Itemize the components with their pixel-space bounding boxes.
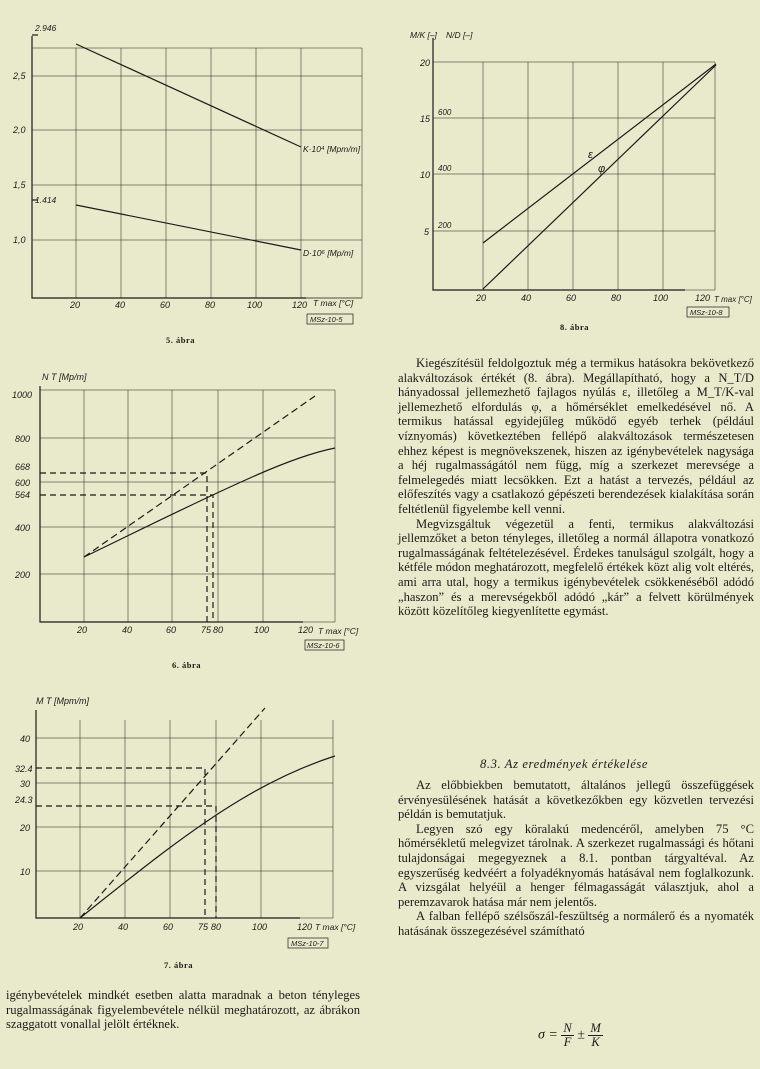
paragraph: Az előbbiekben bemutatott, általános jellegű összefüggések érvényesülésének hatását a következőkben egy közvetlen tervezési példán is bemutatjuk.: [398, 778, 754, 822]
right-column-text-2: [398, 778, 754, 939]
left-column-text: igénybevételek mindkét esetben alatta maradnak a beton tényleges rugalmasságának figyelembevétele nélkül meghatározott, az ábrákon szaggatott vonallal jelölt értéknek.: [6, 988, 360, 1032]
fig7-ref: MSz-10-7: [291, 939, 324, 948]
fig6-xtick: 120: [298, 625, 314, 635]
fig7-xtick: 100: [252, 922, 268, 932]
formula-numerator: N: [563, 1021, 572, 1035]
fig8-line-phi: [483, 65, 716, 289]
fig8-series-epsilon-label: ε: [588, 149, 593, 161]
fig5-ytick: 2,0: [13, 125, 26, 135]
formula-lhs: σ =: [538, 1027, 558, 1043]
paragraph: Legyen szó egy köralakú medencéről, amelyben 75 °C hőmérsékletű melegvizet tárolnak. A szerkezet rugalmassági és hőtani tulajdonságai megegyeznek a 8.1. pontban tárgyaltéval. Az egyszerűség kedvéért a folyadéknyomás hatásával nem foglalkozunk. A vizsgálat helyéül a henger félmagasságát választjuk, ahol a peremzavarok hatása már nem jelentős.: [398, 821, 754, 909]
fig7-solid-curve: [80, 756, 335, 918]
fig5-xtick: 80: [205, 300, 216, 310]
stress-formula: [538, 1022, 603, 1049]
fig8-xtick: 80: [611, 293, 622, 303]
figure-5-chart: [0, 0, 380, 330]
fig8-ref: MSz-10-8: [690, 308, 723, 317]
fig6-ytick: 800: [15, 434, 31, 444]
figure-8-chart: [380, 0, 760, 330]
fig7-ytick: 20: [20, 823, 31, 833]
fig7-xtick: 40: [118, 922, 129, 932]
fig7-ytick: 32.4: [15, 764, 33, 774]
fig8-xtick: 60: [566, 293, 577, 303]
fig6-xtick: 40: [122, 625, 133, 635]
formula-denominator: F: [563, 1035, 572, 1049]
fig6-xlabel: T max [°C]: [318, 626, 359, 636]
fig5-xtick: 40: [115, 300, 126, 310]
fig6-ytick: 564: [15, 490, 31, 500]
fig5-xtick: 120: [292, 300, 308, 310]
fig8-line-epsilon: [483, 64, 716, 243]
fig6-xtick: 20: [77, 625, 88, 635]
fig5-xtick: 60: [160, 300, 171, 310]
fig8-xtick: 120: [695, 293, 711, 303]
fig5-xtick: 100: [247, 300, 263, 310]
figure-8-caption: 8. ábra: [560, 322, 589, 332]
fig8-ytick: 15: [420, 114, 431, 124]
fig7-ytick: 40: [20, 734, 31, 744]
fig5-line-k: [76, 44, 301, 147]
formula-denominator: K: [591, 1035, 600, 1049]
fig7-ytick: 30: [20, 779, 31, 789]
fig5-ytick: 2,5: [13, 71, 26, 81]
fig5-xtick: 20: [70, 300, 81, 310]
paragraph: Megvizsgáltuk végezetül a fenti, termikus alakváltozási jellemzőket a beton tényleges, illetőleg a normál állapotra vonatkozó rugalmasságának feltételezésével. Érdekes tanulságul szolgált, hogy a kétféle módon meghatározott, megfelelő értékek közt alig volt eltérés, ami arra utal, hogy a termikus igénybevételek csökkenéséből adódó „haszon” és a merevségekből adódó „kár” a felvett körülmények között közelítőleg kiegyenlítette egymást.: [398, 516, 754, 619]
fig8-ylabel-right: N/D [–]: [446, 30, 473, 40]
fig5-annot-bottom: 1.414: [35, 195, 57, 205]
figure-6-caption: 6. ábra: [172, 660, 201, 670]
fig8-ytick: 20: [420, 58, 431, 68]
fig5-line-d: [76, 205, 301, 250]
fig8-ytick: 10: [420, 170, 431, 180]
fig7-xtick: 60: [163, 922, 174, 932]
formula-operator: ±: [577, 1027, 585, 1043]
fig6-xtick: 75: [201, 625, 212, 635]
figure-7-chart: [0, 690, 380, 970]
fig6-xtick: 100: [254, 625, 270, 635]
fig7-xtick: 20: [73, 922, 84, 932]
fig6-ylabel: N T [Mp/m]: [42, 372, 87, 382]
fig6-xtick: 60: [166, 625, 177, 635]
fig6-ytick: 400: [15, 523, 31, 533]
fig6-solid-curve: [84, 448, 335, 557]
formula-numerator: M: [590, 1021, 601, 1035]
fig8-ytick-inner: 200: [438, 221, 452, 230]
fig8-ylabel-left: M/K [–]: [410, 30, 437, 40]
fig7-xlabel: T max [°C]: [315, 922, 356, 932]
fig8-ytick-inner: 400: [438, 164, 452, 173]
fig5-series-d-label: D·10⁶ [Mp/m]: [303, 248, 354, 258]
paragraph: A falban fellépő szélsőszál-feszültség a normálerő és a nyomaték hatásának összegezésével számítható: [398, 909, 754, 938]
figure-5-caption: 5. ábra: [166, 335, 195, 345]
fig8-series-phi-label: φ: [598, 163, 606, 175]
figure-7-caption: 7. ábra: [164, 960, 193, 970]
fig6-dashed-line: [84, 396, 315, 557]
fig5-xlabel: T max [°C]: [313, 298, 354, 308]
fig8-ytick: 5: [424, 227, 430, 237]
fig5-ref: MSz-10-5: [310, 315, 343, 324]
fig6-ytick: 200: [15, 570, 31, 580]
fig7-ytick: 10: [20, 867, 31, 877]
fig7-ylabel: M T [Mpm/m]: [36, 696, 89, 706]
fig8-xtick: 40: [521, 293, 532, 303]
section-heading: 8.3. Az eredmények értékelése: [480, 757, 649, 771]
right-column-text: [398, 356, 754, 619]
fig6-ytick: 1000: [12, 390, 33, 400]
fig7-xtick: 80: [211, 922, 222, 932]
fig7-xtick: 75: [198, 922, 209, 932]
fig5-ytick: 1,5: [13, 180, 26, 190]
figure-6-chart: [0, 360, 380, 680]
fig8-xtick: 100: [653, 293, 669, 303]
fig6-ytick: 668: [15, 462, 31, 472]
fig5-ytick: 1,0: [13, 235, 26, 245]
fig8-xlabel: T max [°C]: [714, 295, 752, 304]
fig6-xtick: 80: [213, 625, 224, 635]
fig8-xtick: 20: [476, 293, 487, 303]
fig6-ref: MSz-10-6: [307, 641, 340, 650]
fig6-ytick: 600: [15, 478, 31, 488]
paragraph: Kiegészítésül feldolgoztuk még a termikus hatásokra bekövetkező alakváltozások értékét (8. ábra). Megállapítható, hogy a N_T/D hányadossal jellemezhető fajlagos nyúlás ε, illetőleg a M_T/K-val jellemezhető elfordulás φ, a hőmérséklet emelkedésével nő. A termikus hatással egyidejűleg működő egyéb terhek (például víznyomás) következtében fellépő alakváltozások természetesen ehhez képest is megnövekszenek, hiszen az igénybevételek nagysága a héj rugalmasságától nem függ, míg a szerkezet merevsége a felmelegedés miatt lecsökken. Ezt a hatást a tervezés, például az előfeszítés vagy a csatlakozó gépészeti berendezések kialakítása során feltétlenül figyelembe kell venni.: [398, 356, 754, 516]
fig7-dashed-line: [80, 708, 265, 918]
fig5-annot-top: 2.946: [35, 23, 57, 33]
fig8-ytick-inner: 600: [438, 108, 452, 117]
fig7-ytick: 24.3: [15, 795, 33, 805]
fig5-series-k-label: K·10⁴ [Mpm/m]: [303, 144, 361, 154]
fig7-xtick: 120: [297, 922, 313, 932]
